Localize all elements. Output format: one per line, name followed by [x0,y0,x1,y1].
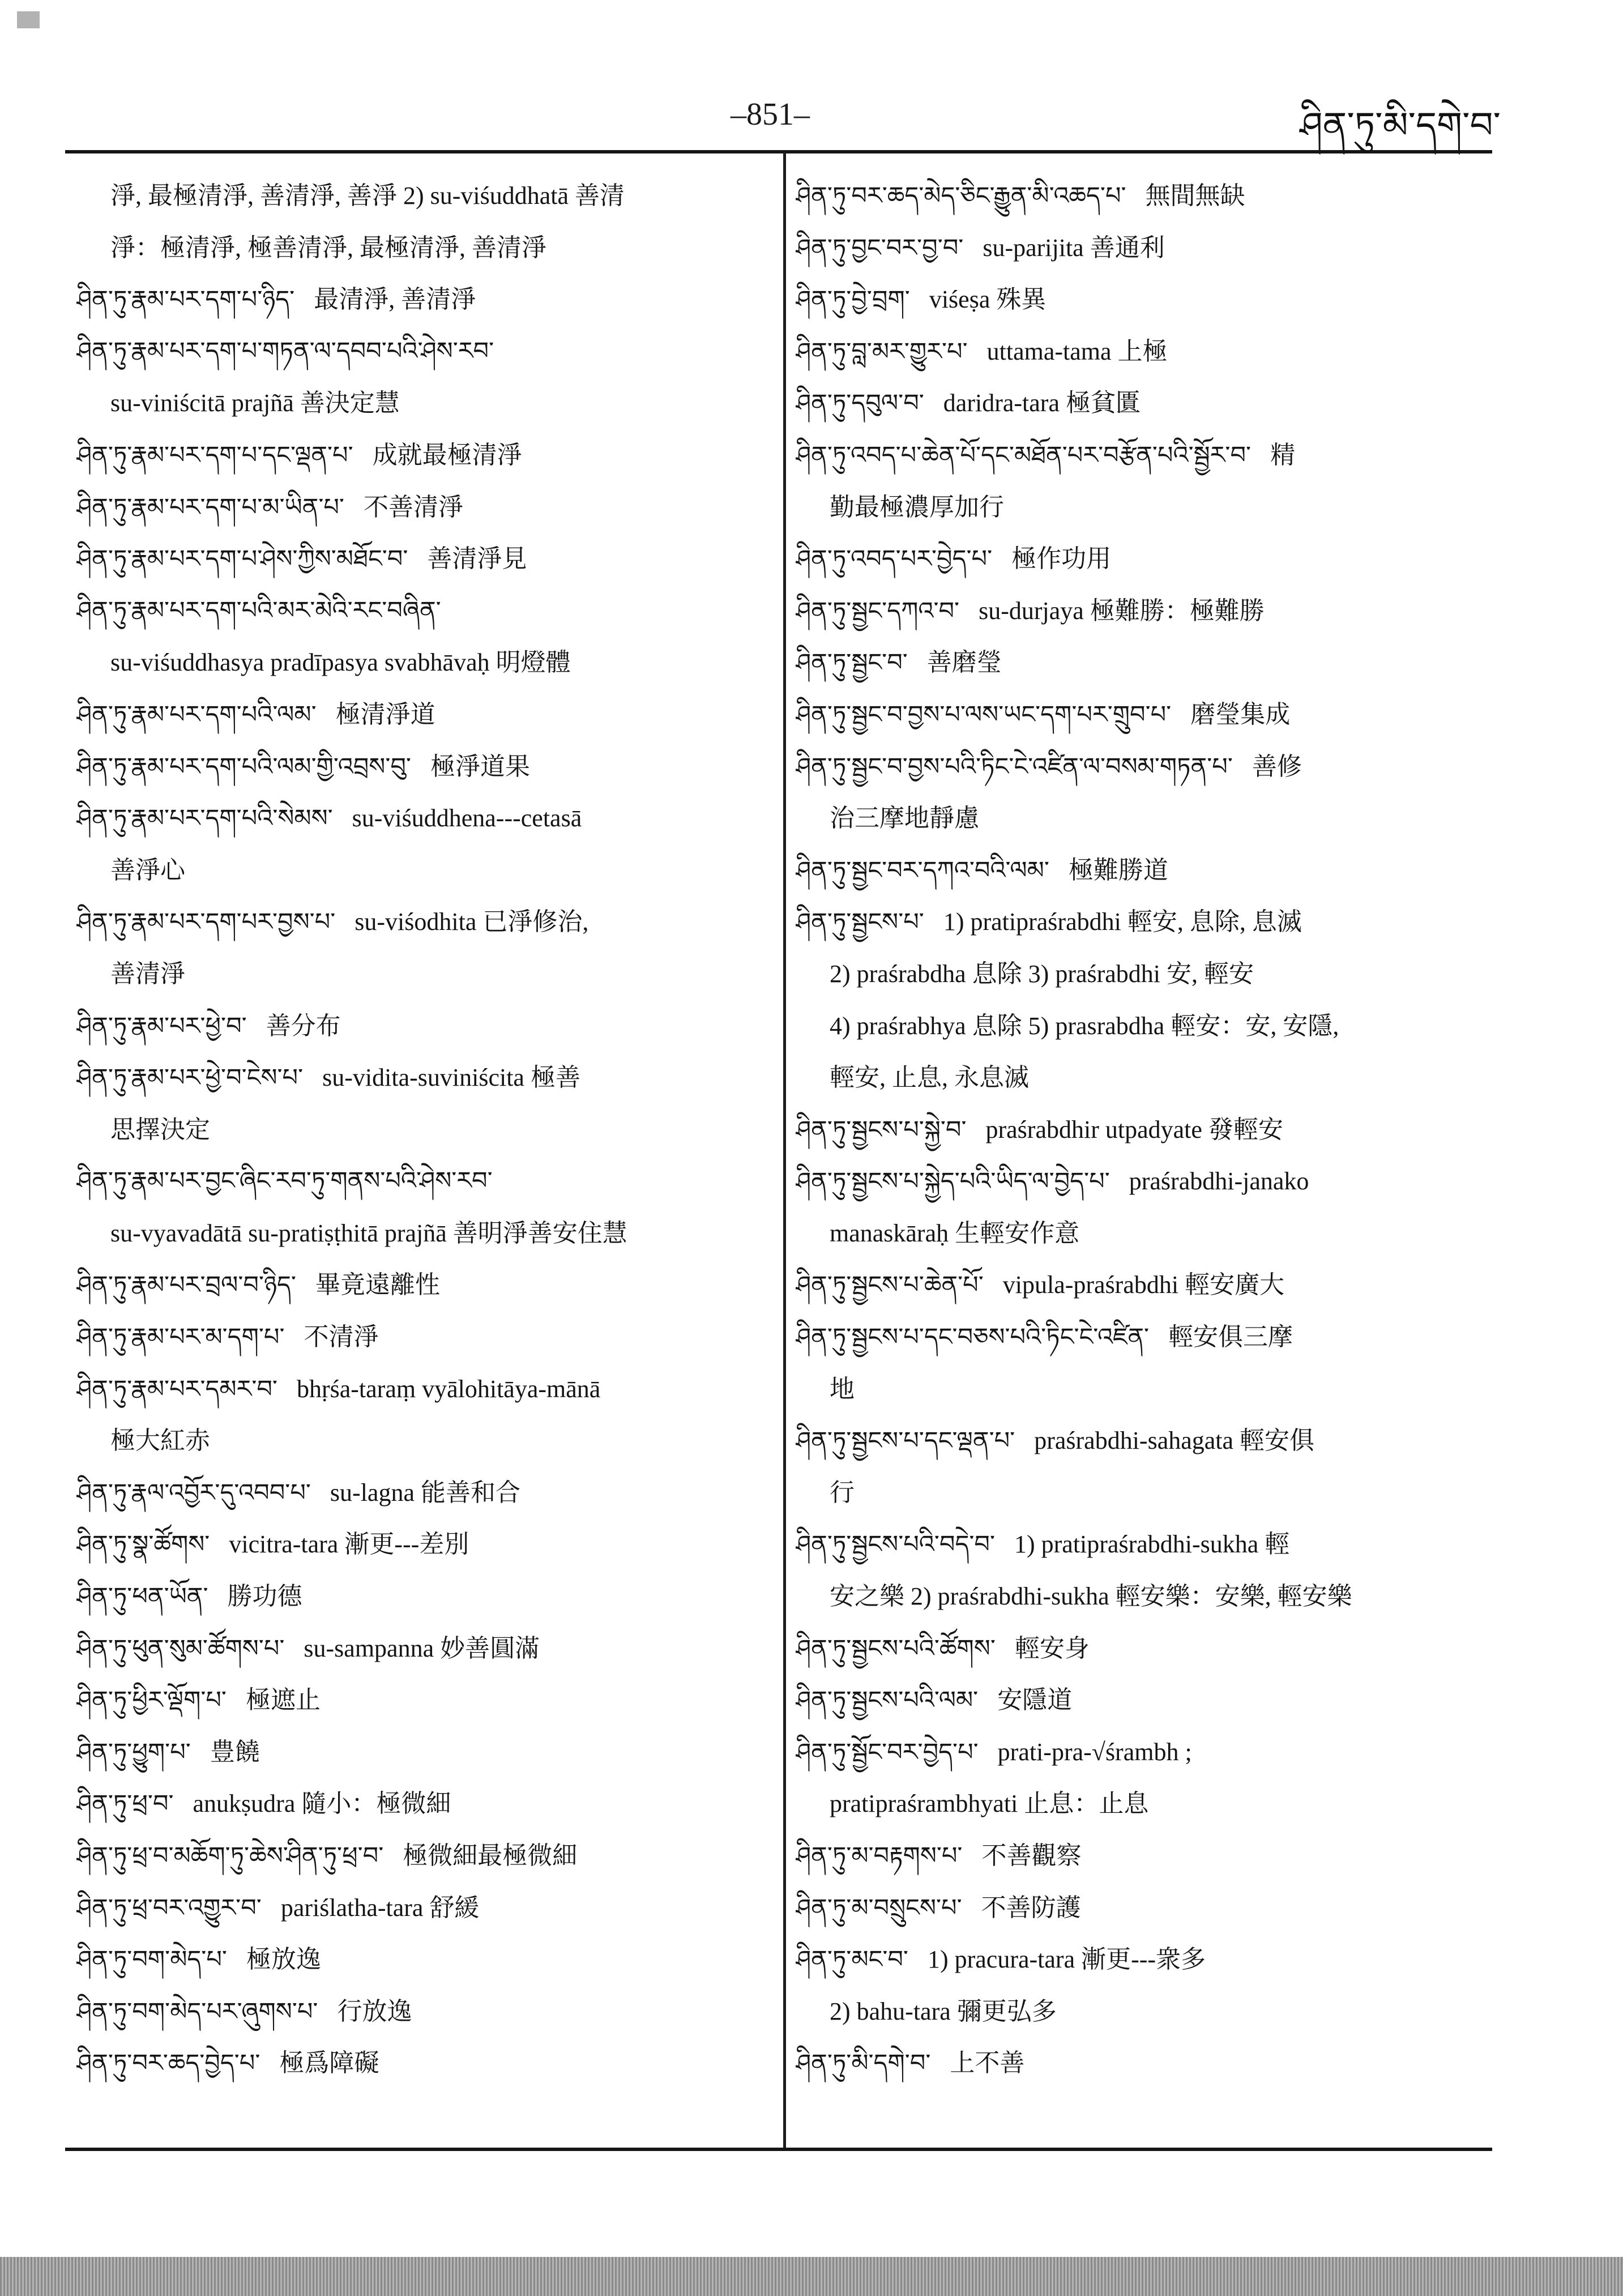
entry-gloss: 極放逸 [246,1945,321,1974]
tibetan-headword: ཤིན་ཏུ་རྣམ་པར་ཕྱེ་བ་ངེས་པ་ [76,1064,304,1092]
left-column [76,170,764,2089]
entry-gloss: 1) pratipraśrabdhi 輕安, 息除, 息滅 [943,908,1302,936]
dictionary-entry [76,1259,764,1311]
dictionary-entry [76,1882,764,1934]
tibetan-headword: ཤིན་ཏུ་སྦྱངས་པ་ཆེན་པོ་ [796,1271,984,1300]
tibetan-headword: ཤིན་ཏུ་སྦྱངས་པའི་ཚོགས་ [796,1634,996,1663]
entry-gloss: 磨瑩集成 [1190,700,1291,728]
tibetan-headword: ཤིན་ཏུ་རྣམ་པར་དག་པ་ཤེས་ཀྱིས་མཐོང་བ་ [76,545,408,574]
entry-gloss: su-parijita 善通利 [983,233,1165,262]
entry-continuation [796,792,1489,844]
dictionary-entry [76,1571,764,1623]
dictionary-entry [796,533,1489,585]
tibetan-headword: ཤིན་ཏུ་བག་མེད་པར་ཞུགས་པ་ [76,1997,318,2026]
entry-gloss: 善磨瑩 [926,648,1002,677]
dictionary-entry [796,1415,1489,1467]
entry-continuation [76,1415,764,1467]
dictionary-entry [76,1155,764,1207]
scan-corner-mark [17,11,40,28]
dictionary-entry [76,1518,764,1571]
tibetan-headword: ཤིན་ཏུ་རྣམ་པར་དག་པའི་ལམ་གྱི་འབྲས་བུ་ [76,752,411,781]
tibetan-headword: ཤིན་ཏུ་ཕྱིར་ལྡོག་པ་ [76,1686,227,1715]
dictionary-entry [796,1104,1489,1156]
entry-gloss: 善分布 [266,1012,341,1040]
entry-continuation [796,1778,1489,1830]
entry-gloss: su-sampanna 妙善圓滿 [304,1634,540,1662]
dictionary-entry [796,274,1489,326]
entry-gloss: su-viniścitā prajñā 善決定慧 [110,389,400,417]
tibetan-headword: ཤིན་ཏུ་སྦྱངས་པ་སྐྱེ་བ་ [796,1115,967,1144]
entry-gloss: prati-pra-√śrambh ; [997,1738,1192,1766]
entry-gloss: praśrabdhi-sahagata 輕安俱 [1034,1427,1315,1455]
dictionary-entry [796,170,1489,222]
entry-continuation [796,1571,1489,1623]
tibetan-headword: ཤིན་ཏུ་དབུལ་བ་ [796,389,924,418]
entry-gloss: 1) pratipraśrabdhi-sukha 輕 [1014,1530,1290,1559]
entry-continuation [796,1000,1489,1052]
dictionary-entry [76,1000,764,1052]
dictionary-entry [76,585,764,637]
tibetan-headword: ཤིན་ཏུ་བྱང་བར་བྱ་བ་ [796,233,964,262]
entry-gloss: daridra-tara 極貧匱 [943,389,1141,417]
entry-continuation [76,170,764,222]
entry-continuation [796,1363,1489,1415]
tibetan-headword: ཤིན་ཏུ་སྦྱངས་པ་ [796,908,924,937]
tibetan-headword: ཤིན་ཏུ་སྣ་ཚོགས་ [76,1530,210,1559]
page-number: –851– [731,97,810,132]
entry-gloss: pariślatha-tara 舒緩 [280,1893,480,1922]
dictionary-entry [796,1518,1489,1571]
top-rule [65,150,1492,153]
entry-gloss: 行 [830,1478,855,1507]
entry-gloss: 2) praśrabdha 息除 3) praśrabdhi 安, 輕安 [830,959,1254,988]
entry-continuation [76,377,764,429]
right-column [796,170,1489,2089]
entry-gloss: vicitra-tara 漸更---差別 [229,1530,469,1559]
entry-gloss: vipula-praśrabdhi 輕安廣大 [1002,1271,1285,1299]
entry-gloss: 善清淨見 [427,545,527,573]
dictionary-entry [76,2037,764,2089]
tibetan-headword: ཤིན་ཏུ་བར་ཆད་མེད་ཅིང་རྒྱུན་མི་འཆད་པ་ [796,182,1126,210]
entry-gloss: 善清淨 [110,959,185,988]
dictionary-entry [76,1311,764,1363]
dictionary-entry [796,1259,1489,1311]
dictionary-entry [796,377,1489,429]
dictionary-entry [796,2037,1489,2089]
entry-continuation [796,1207,1489,1260]
entry-gloss: 淨, 最極清淨, 善清淨, 善淨 2) su-viśuddhatā 善清 [110,182,625,210]
entry-gloss: 地 [830,1375,855,1403]
entry-gloss: 極微細最極微細 [403,1842,578,1870]
dictionary-entry [76,1778,764,1830]
dictionary-entry [796,844,1489,897]
tibetan-headword: ཤིན་ཏུ་སྦྱངས་པ་སྐྱེད་པའི་ཡིད་ལ་བྱེད་པ་ [796,1167,1110,1196]
entry-gloss: su-durjaya 極難勝：極難勝 [979,596,1265,625]
dictionary-entry [76,896,764,948]
dictionary-entry [796,429,1489,481]
entry-continuation [76,844,764,897]
entry-continuation [76,637,764,689]
tibetan-headword: ཤིན་ཏུ་ཕྲ་བ་མཆོག་ཏུ་ཆེས་ཤིན་ཏུ་ཕྲ་བ་ [76,1842,384,1870]
entry-gloss: viśeṣa 殊異 [929,285,1047,314]
entry-gloss: su-vyavadātā su-pratiṣṭhitā prajñā 善明淨善安住慧 [110,1219,627,1247]
entry-continuation [796,481,1489,534]
entry-gloss: anukṣudra 隨小：極微細 [193,1790,451,1818]
running-header-title: ཤིན་ཏུ་མི་དགེ་བ་ [1300,105,1501,147]
entry-gloss: 極清淨道 [335,700,435,728]
tibetan-headword: ཤིན་ཏུ་རྣམ་པར་དག་པའི་ལམ་ [76,700,317,729]
tibetan-headword: ཤིན་ཏུ་རྣམ་པར་དག་པ་ཉིད་ [76,285,295,314]
tibetan-headword: ཤིན་ཏུ་བར་ཆད་བྱེད་པ་ [76,2049,260,2078]
entry-gloss: 善淨心 [110,856,185,884]
tibetan-headword: ཤིན་ཏུ་བྱེ་བྲག་ [796,285,910,314]
entry-gloss: 不清淨 [304,1323,379,1351]
entry-gloss: pratipraśrambhyati 止息：止息 [830,1790,1149,1818]
tibetan-headword: ཤིན་ཏུ་རྣམ་པར་དམར་བ་ [76,1375,277,1403]
entry-continuation [796,1052,1489,1104]
dictionary-entry [796,326,1489,378]
dictionary-entry [76,1674,764,1726]
entry-gloss: su-vidita-suviniścita 極善 [322,1064,580,1092]
entry-gloss: 輕安, 止息, 永息滅 [830,1064,1029,1092]
tibetan-headword: ཤིན་ཏུ་རྣམ་པར་དག་པའི་མར་མེའི་རང་བཞིན་ [76,596,441,625]
entry-gloss: manaskāraḥ 生輕安作意 [830,1219,1080,1247]
tibetan-headword: ཤིན་ཏུ་རྣམ་པར་དག་པར་བྱས་པ་ [76,908,336,937]
dictionary-entry [796,1882,1489,1934]
entry-gloss: 治三摩地靜慮 [830,804,979,833]
entry-gloss: 極難勝道 [1068,856,1168,884]
tibetan-headword: ཤིན་ཏུ་རྣམ་པར་དག་པ་དང་ལྡན་པ་ [76,441,353,470]
entry-gloss: praśrabdhir utpadyate 發輕安 [985,1115,1283,1143]
dictionary-entry [76,1623,764,1675]
entry-gloss: 成就最極清淨 [372,441,522,469]
entry-gloss: 善修 [1252,752,1302,780]
tibetan-headword: ཤིན་ཏུ་རྣམ་པར་དག་པ་མ་ཡིན་པ་ [76,493,344,522]
entry-gloss: 淨：極清淨, 極善清淨, 最極清淨, 善清淨 [110,233,546,262]
dictionary-entry [796,1830,1489,1882]
dictionary-entry [76,274,764,326]
dictionary-entry [76,1726,764,1778]
entry-gloss: 輕安身 [1014,1634,1090,1662]
tibetan-headword: ཤིན་ཏུ་སྦྱང་དཀའ་བ་ [796,596,960,625]
dictionary-entry [796,222,1489,274]
entry-gloss: 思擇決定 [110,1115,210,1143]
tibetan-headword: ཤིན་ཏུ་མ་བསྲུངས་པ་ [796,1893,962,1922]
tibetan-headword: ཤིན་ཏུ་ཕྲ་བར་འགྱུར་བ་ [76,1893,262,1922]
dictionary-entry [76,481,764,534]
dictionary-entry [796,896,1489,948]
entry-gloss: 不善防護 [981,1893,1081,1922]
tibetan-headword: ཤིན་ཏུ་བག་མེད་པ་ [76,1945,227,1974]
tibetan-headword: ཤིན་ཏུ་འབད་པར་བྱེད་པ་ [796,545,993,574]
entry-gloss: 上不善 [950,2049,1025,2077]
entry-gloss: 精 [1270,441,1296,469]
dictionary-entry [76,1986,764,2038]
column-divider [783,152,786,2149]
dictionary-entry [796,585,1489,637]
entry-gloss: 1) pracura-tara 漸更---衆多 [927,1945,1206,1974]
entry-gloss: 極大紅赤 [110,1427,210,1455]
entry-continuation [76,222,764,274]
entry-gloss: 極爲障礙 [279,2049,379,2077]
dictionary-entry [796,741,1489,793]
tibetan-headword: ཤིན་ཏུ་རྣམ་པར་དག་པ་གཏན་ལ་དབབ་པའི་ཤེས་རབ་ [76,336,494,365]
tibetan-headword: ཤིན་ཏུ་སྦྱང་བ་ [796,648,908,677]
entry-gloss: 最清淨, 善清淨 [314,285,476,314]
dictionary-entry [76,1830,764,1882]
entry-gloss: 不善清淨 [363,493,463,521]
dictionary-entry [796,1311,1489,1363]
dictionary-entry [796,637,1489,689]
tibetan-headword: ཤིན་ཏུ་སྦྱང་བ་བྱས་པའི་ཏིང་ངེ་འཛིན་ལ་བསམ་གཏན་པ་ [796,752,1233,781]
entry-gloss: 4) praśrabhya 息除 5) prasrabdha 輕安：安, 安隱, [830,1012,1339,1040]
entry-gloss: 安隱道 [997,1686,1073,1714]
entry-continuation [76,948,764,1000]
dictionary-entry [76,429,764,481]
entry-gloss: su-lagna 能善和合 [330,1478,520,1507]
dictionary-entry [796,1155,1489,1207]
entry-gloss: su-viśodhita 已淨修治, [355,908,589,936]
tibetan-headword: ཤིན་ཏུ་འབད་པ་ཆེན་པོ་དང་མཐོན་པར་བརྩོན་པའི་སྦྱོར་བ་ [796,441,1252,470]
tibetan-headword: ཤིན་ཏུ་མ་བརྟགས་པ་ [796,1842,963,1870]
tibetan-headword: ཤིན་ཏུ་བླ་མར་གྱུར་པ་ [796,337,968,366]
entry-gloss: 安之樂 2) praśrabdhi-sukha 輕安樂：安樂, 輕安樂 [830,1582,1352,1611]
tibetan-headword: ཤིན་ཏུ་སྦྱང་བར་དཀའ་བའི་ལམ་ [796,856,1049,885]
entry-gloss: bhṛśa-taraṃ vyālohitāya-mānā [296,1375,601,1403]
tibetan-headword: ཤིན་ཏུ་སྦྱངས་པའི་ལམ་ [796,1686,979,1715]
tibetan-headword: ཤིན་ཏུ་མང་བ་ [796,1945,908,1974]
tibetan-headword: ཤིན་ཏུ་རྣམ་པར་དག་པའི་སེམས་ [76,804,333,833]
entry-gloss: 2) bahu-tara 彌更弘多 [830,1997,1057,2025]
dictionary-entry [796,689,1489,741]
entry-gloss: 豊饒 [210,1738,260,1766]
entry-gloss: su-viśuddhena---cetasā [352,804,582,833]
dictionary-entry [76,1467,764,1519]
dictionary-entry [76,792,764,844]
entry-gloss: 勝功德 [227,1582,302,1611]
entry-gloss: 極淨道果 [430,752,530,780]
entry-gloss: 極作功用 [1011,545,1112,573]
dictionary-entry [76,326,764,378]
entry-gloss: 行放逸 [337,1997,412,2025]
tibetan-headword: ཤིན་ཏུ་སྦྱངས་པ་དང་བཅས་པའི་ཏིང་ངེ་འཛིན་ [796,1323,1150,1352]
dictionary-entry [796,1674,1489,1726]
entry-gloss: 勤最極濃厚加行 [830,493,1004,521]
entry-continuation [76,1104,764,1156]
entry-continuation [796,948,1489,1000]
entry-gloss: su-viśuddhasya pradīpasya svabhāvaḥ 明燈體 [110,648,571,677]
tibetan-headword: ཤིན་ཏུ་རྣམ་པར་ཕྱེ་བ་ [76,1012,247,1040]
tibetan-headword: ཤིན་ཏུ་རྣལ་འབྱོར་དུ་འབབ་པ་ [76,1478,311,1507]
tibetan-headword: ཤིན་ཏུ་ཕྲ་བ་ [76,1790,174,1819]
entry-continuation [796,1467,1489,1519]
dictionary-entry [76,533,764,585]
entry-gloss: 無間無缺 [1145,182,1245,210]
dictionary-entry [76,689,764,741]
tibetan-headword: ཤིན་ཏུ་ཕན་ཡོན་ [76,1582,208,1611]
dictionary-entry [796,1934,1489,1986]
bottom-rule [65,2148,1492,2151]
entry-gloss: praśrabdhi-janako [1129,1167,1309,1196]
tibetan-headword: ཤིན་ཏུ་ཕྱུག་པ་ [76,1738,191,1766]
entry-gloss: 輕安俱三摩 [1168,1323,1293,1351]
tibetan-headword: ཤིན་ཏུ་རྣམ་པར་བྲལ་བ་ཉིད་ [76,1271,296,1300]
entry-continuation [796,1986,1489,2038]
tibetan-headword: ཤིན་ཏུ་སྦྱངས་པའི་བདེ་བ་ [796,1530,995,1559]
tibetan-headword: ཤིན་ཏུ་སྦྱང་བ་བྱས་པ་ལས་ཡང་དག་པར་གྲུབ་པ་ [796,700,1172,729]
tibetan-headword: ཤིན་ཏུ་རྣམ་པར་མ་དག་པ་ [76,1323,285,1352]
entry-continuation [76,1207,764,1260]
entry-gloss: 不善觀察 [981,1842,1082,1870]
tibetan-headword: ཤིན་ཏུ་སྦྱོང་བར་བྱེད་པ་ [796,1738,979,1766]
dictionary-entry [76,1052,764,1104]
entry-gloss: 極遮止 [245,1686,321,1714]
dictionary-entry [796,1726,1489,1778]
dictionary-entry [76,741,764,793]
dictionary-entry [796,1623,1489,1675]
tibetan-headword: ཤིན་ཏུ་མི་དགེ་བ་ [796,2049,931,2078]
entry-gloss: 畢竟遠離性 [315,1271,440,1299]
tibetan-headword: ཤིན་ཏུ་རྣམ་པར་བྱང་ཞིང་རབ་ཏུ་གནས་པའི་ཤེས་རབ་ [76,1167,493,1196]
dictionary-entry [76,1363,764,1415]
entry-gloss: uttama-tama 上極 [986,337,1168,365]
dictionary-entry [76,1934,764,1986]
tibetan-headword: ཤིན་ཏུ་སྦྱངས་པ་དང་ལྡན་པ་ [796,1427,1015,1456]
tibetan-headword: ཤིན་ཏུ་ཕུན་སུམ་ཚོགས་པ་ [76,1634,285,1663]
scan-edge-bar [0,2257,1623,2296]
